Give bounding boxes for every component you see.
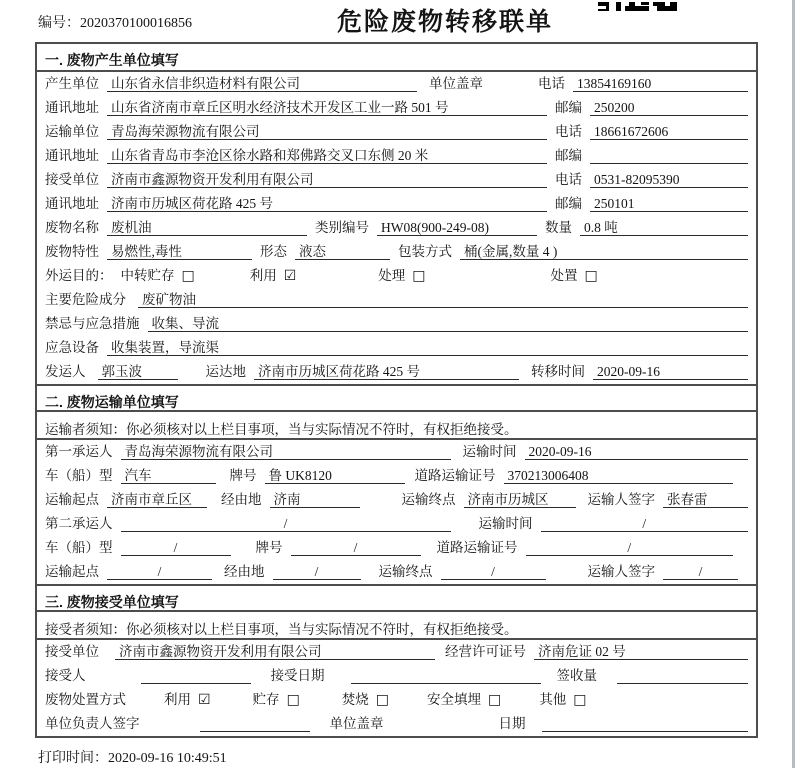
endpoint-label: 运输终点: [378, 564, 433, 579]
via-label: 经由地: [221, 492, 262, 507]
endpoint-value-2: /: [441, 563, 546, 580]
permit-number-value: 济南危证 02 号: [534, 643, 748, 660]
emergency-equipment-row: [37, 336, 756, 360]
producer-zip-value: 250200: [590, 99, 748, 116]
qr-code-fragment-icon: [598, 0, 708, 11]
address-label: 通讯地址: [45, 196, 99, 211]
receive-date-value: [351, 667, 541, 684]
waste-name-label: 废物名称: [45, 220, 99, 235]
disposal-incinerate-option: [342, 691, 389, 708]
second-carrier-vehicle-row: [37, 536, 756, 560]
print-time-label: 打印时间：: [38, 751, 108, 766]
category-code-value: HW08(900-249-08): [377, 219, 537, 236]
disposal-other-label: 其他: [539, 692, 567, 707]
emergency-equipment-label: 应急设备: [45, 340, 99, 355]
document-header: [0, 0, 796, 42]
disposal-incinerate-checkbox: □: [375, 692, 390, 708]
first-carrier-row: [37, 440, 756, 464]
recipient-row: [37, 664, 756, 688]
transporter-notice: 运输者须知：你必须核对以上栏目事项，当与实际情况不符时，有权拒绝接受。: [37, 412, 756, 440]
disposal-storage-label: 贮存: [252, 692, 280, 707]
first-carrier-time-value: 2020-09-16: [525, 443, 749, 460]
first-carrier-route-row: [37, 488, 756, 512]
plate-label: 牌号: [229, 468, 257, 483]
transport-time-label: 运输时间: [478, 516, 533, 531]
producer-unit-label: 产生单位: [45, 76, 99, 91]
disposal-landfill-option: [427, 691, 501, 708]
purpose-transfer-storage-checkbox: □: [181, 268, 195, 284]
accepting-unit-label: 接受单位: [45, 644, 99, 659]
purpose-treatment-label: 处理: [378, 268, 406, 283]
producer-unit-value: 山东省永信非织造材料有限公司: [107, 75, 417, 92]
purpose-disposal-option: [551, 267, 598, 284]
accepting-unit-row: [37, 640, 756, 664]
unit-seal-label: 单位盖章: [429, 76, 483, 91]
disposal-incinerate-label: 焚烧: [341, 692, 369, 707]
origin-value-2: /: [107, 563, 212, 580]
unit-seal-label: 单位盖章: [329, 716, 384, 731]
accepting-unit-value: 济南市鑫源物资开发利用有限公司: [115, 643, 435, 660]
page-edge-divider: [792, 0, 795, 768]
purpose-reuse-label: 利用: [249, 268, 277, 283]
receiver-phone-value: 0531-82095390: [590, 171, 748, 188]
quantity-value: 0.8 吨: [580, 219, 748, 236]
hazard-component-value: 废矿物油: [138, 291, 748, 308]
first-carrier-vehicle-row: [37, 464, 756, 488]
road-license-value-2: /: [526, 539, 734, 556]
shipper-value: 郭玉波: [98, 363, 178, 380]
phone-label: 电话: [538, 76, 565, 91]
manager-signature-label: 单位负责人签字: [45, 716, 140, 731]
receiver-unit-row: [37, 168, 756, 192]
shipper-row: [37, 360, 756, 384]
road-license-value: 370213006408: [504, 467, 734, 484]
disposal-reuse-option: [164, 691, 211, 708]
first-carrier-label: 第一承运人: [45, 444, 113, 459]
receiver-unit-value: 济南市鑫源物资开发利用有限公司: [107, 171, 547, 188]
vehicle-type-value: 汽车: [121, 467, 216, 484]
transfer-time-label: 转移时间: [531, 364, 585, 379]
disposal-landfill-checkbox: □: [488, 692, 502, 708]
endpoint-label: 运输终点: [401, 492, 456, 507]
print-time: [38, 747, 227, 767]
recipient-label: 接受人: [45, 668, 86, 683]
disposal-other-checkbox: □: [573, 692, 587, 708]
section3-header: 三. 废物接受单位填写: [37, 584, 756, 612]
receiver-address-row: [37, 192, 756, 216]
producer-unit-row: [37, 72, 756, 96]
vehicle-type-value-2: /: [121, 539, 231, 556]
origin-label: 运输起点: [45, 492, 99, 507]
manifest-table: [35, 42, 758, 738]
purpose-treatment-checkbox: □: [412, 268, 426, 284]
vehicle-type-label: 车（船）型: [45, 540, 113, 555]
phone-label: 电话: [555, 172, 582, 187]
producer-address-value: 山东省济南市章丘区明水经济技术开发区工业一路 501 号: [107, 99, 547, 116]
address-label: 通讯地址: [45, 148, 99, 163]
manager-signature-value: [200, 715, 310, 732]
emergency-equipment-value: 收集装置，导流渠: [107, 339, 748, 356]
carrier-sign-label: 运输人签字: [587, 564, 655, 579]
zip-label: 邮编: [555, 196, 582, 211]
address-label: 通讯地址: [45, 100, 99, 115]
origin-label: 运输起点: [45, 564, 99, 579]
via-value: 济南: [270, 491, 360, 508]
section1-header: 一. 废物产生单位填写: [37, 44, 756, 72]
transport-time-label: 运输时间: [462, 444, 517, 459]
receiver-unit-label: 接受单位: [45, 172, 99, 187]
destination-value: 济南市历城区荷花路 425 号: [254, 363, 519, 380]
zip-label: 邮编: [555, 148, 582, 163]
plate-label: 牌号: [255, 540, 283, 555]
transfer-time-value: 2020-09-16: [593, 363, 748, 380]
waste-trait-label: 废物特性: [45, 244, 99, 259]
category-code-label: 类别编号: [315, 220, 369, 235]
purpose-transfer-storage-option: [121, 267, 195, 284]
second-carrier-row: [37, 512, 756, 536]
purpose-disposal-checkbox: □: [584, 268, 598, 284]
recipient-value: [141, 667, 251, 684]
first-carrier-value: 青岛海荣源物流有限公司: [121, 443, 451, 460]
purpose-reuse-checkbox: ☑: [283, 268, 297, 284]
origin-value: 济南市章丘区: [107, 491, 207, 508]
purpose-treatment-option: [378, 267, 425, 284]
receive-date-label: 接受日期: [270, 668, 325, 683]
hazard-component-label: 主要危险成分: [45, 292, 126, 307]
hazard-component-row: [37, 288, 756, 312]
second-carrier-route-row: [37, 560, 756, 584]
signed-amount-value: [617, 667, 748, 684]
road-license-label: 道路运输证号: [414, 468, 496, 483]
quantity-label: 数量: [545, 220, 572, 235]
transporter-unit-label: 运输单位: [45, 124, 99, 139]
disposal-storage-option: [253, 691, 300, 708]
disposal-other-option: [539, 691, 586, 708]
taboo-measures-label: 禁忌与应急措施: [45, 316, 140, 331]
phone-label: 电话: [555, 124, 582, 139]
zip-label: 邮编: [555, 100, 582, 115]
carrier-sign-value: 张春雷: [663, 491, 748, 508]
doc-number-value: 2020370100016856: [80, 16, 192, 31]
date-value: [542, 715, 749, 732]
via-value-2: /: [273, 563, 361, 580]
doc-number: [38, 12, 192, 32]
destination-label: 运达地: [205, 364, 246, 379]
carrier-sign-label: 运输人签字: [587, 492, 655, 507]
second-carrier-value: /: [121, 515, 451, 532]
endpoint-value: 济南市历城区: [464, 491, 576, 508]
receiver-zip-value: 250101: [590, 195, 748, 212]
receiver-address-value: 济南市历城区荷花路 425 号: [107, 195, 547, 212]
receiver-notice: 接受者须知：你必须核对以上栏目事项，当与实际情况不符时，有权拒绝接受。: [37, 612, 756, 640]
transporter-phone-value: 18661672606: [590, 123, 748, 140]
date-label: 日期: [498, 716, 526, 731]
vehicle-type-label: 车（船）型: [45, 468, 113, 483]
transporter-address-row: [37, 144, 756, 168]
section2-header: 二. 废物运输单位填写: [37, 384, 756, 412]
waste-trait-value: 易燃性,毒性: [107, 243, 252, 260]
waste-name-row: [37, 216, 756, 240]
packing-label: 包装方式: [398, 244, 452, 259]
waste-name-value: 废机油: [107, 219, 307, 236]
via-label: 经由地: [224, 564, 265, 579]
permit-number-label: 经营许可证号: [445, 644, 526, 659]
form-label: 形态: [260, 244, 287, 259]
disposal-method-row: [37, 688, 756, 712]
transport-purpose-row: [37, 264, 756, 288]
transporter-address-value: 山东省青岛市李沧区徐水路和郑佛路交叉口东侧 20 米: [107, 147, 547, 164]
taboo-measures-value: 收集、导流: [148, 315, 749, 332]
purpose-disposal-label: 处置: [550, 268, 578, 283]
transporter-unit-value: 青岛海荣源物流有限公司: [107, 123, 547, 140]
producer-address-row: [37, 96, 756, 120]
doc-number-label: 编号：: [38, 16, 80, 31]
manager-signature-row: [37, 712, 756, 736]
shipper-label: 发运人: [45, 364, 86, 379]
carrier-sign-value-2: /: [663, 563, 738, 580]
transporter-zip-value: [590, 147, 748, 164]
disposal-reuse-checkbox: ☑: [198, 692, 211, 708]
purpose-transfer-storage-label: 中转贮存: [120, 268, 175, 283]
disposal-storage-checkbox: □: [286, 692, 300, 708]
producer-phone-value: 13854169160: [573, 75, 748, 92]
page-title: 危险废物转移联单: [336, 8, 554, 36]
plate-value-2: /: [291, 539, 421, 556]
signed-amount-label: 签收量: [556, 668, 597, 683]
taboo-measures-row: [37, 312, 756, 336]
second-carrier-time-value: /: [541, 515, 749, 532]
disposal-method-label: 废物处置方式: [45, 692, 126, 707]
second-carrier-label: 第二承运人: [45, 516, 113, 531]
purpose-reuse-option: [250, 267, 297, 284]
waste-trait-row: [37, 240, 756, 264]
print-time-value: 2020-09-16 10:49:51: [108, 751, 227, 766]
transport-purpose-label: 外运目的：: [45, 268, 113, 283]
form-value: 液态: [295, 243, 390, 260]
transporter-unit-row: [37, 120, 756, 144]
packing-value: 桶(金属,数量 4 ): [460, 243, 748, 260]
disposal-landfill-label: 安全填埋: [427, 692, 482, 707]
disposal-reuse-label: 利用: [164, 692, 191, 707]
road-license-label: 道路运输证号: [436, 540, 518, 555]
plate-value: 鲁 UK8120: [265, 467, 405, 484]
